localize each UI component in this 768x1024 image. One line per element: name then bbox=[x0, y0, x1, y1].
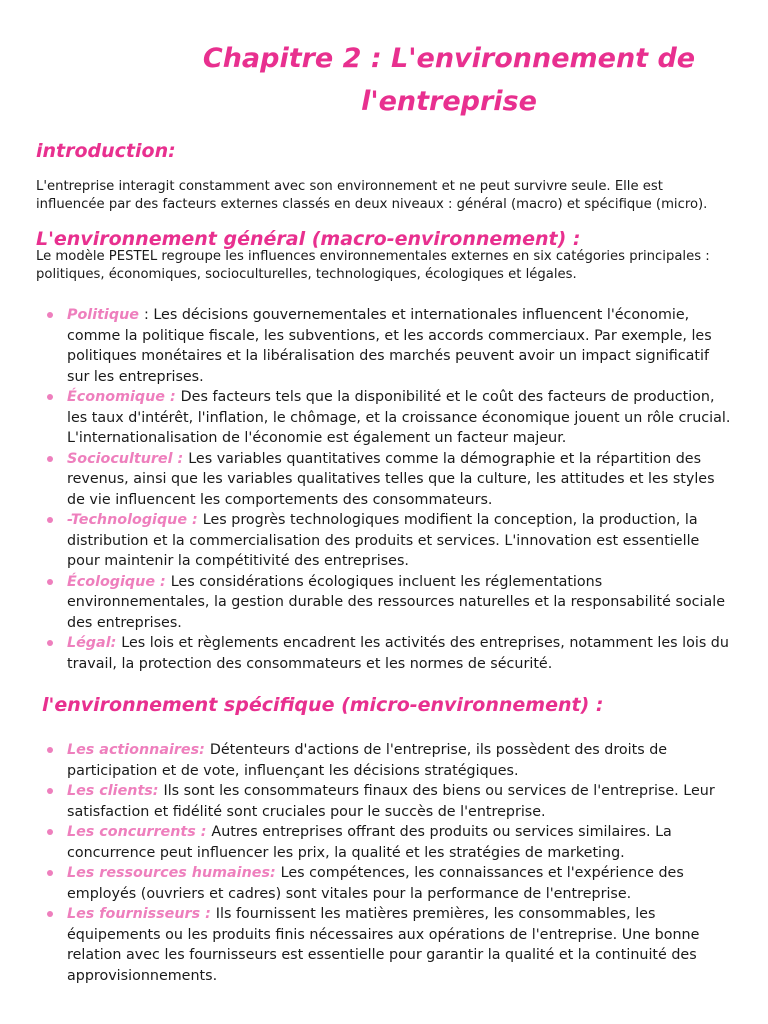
list-item bbox=[67, 863, 732, 904]
list-item bbox=[67, 781, 732, 822]
list-item bbox=[67, 822, 732, 863]
list-item bbox=[67, 633, 732, 674]
bullet-icon bbox=[47, 456, 53, 462]
item-text: Les considérations écologiques incluent les réglementations environnementales, la gestion durable des ressources naturelles et la responsabilité sociale des entreprises. bbox=[67, 573, 726, 631]
item-text: Ils fournissent les matières premières, les consommables, les équipements ou les produits finis nécessaires aux opérations de l'entreprise. Une bonne relation avec les fournisseurs est essentielle pour garantir la qualité et la continuité des approvisionnements. bbox=[67, 906, 700, 984]
bullet-icon bbox=[47, 579, 53, 585]
item-sep: : bbox=[143, 307, 154, 323]
bullet-icon bbox=[47, 517, 53, 523]
item-text: Autres entreprises offrant des produits ou services similaires. La concurrence peut influencer les prix, la qualité et les stratégies de marketing. bbox=[67, 824, 672, 861]
item-text: Détenteurs d'actions de l'entreprise, ils possèdent des droits de participation et de vote, influençant les décisions stratégiques. bbox=[67, 742, 668, 779]
micro-list bbox=[36, 740, 732, 986]
item-term: Écologique : bbox=[67, 573, 171, 590]
macro-text: Le modèle PESTEL regroupe les influences environnementales externes en six catégories principales : politiques, économiques, socioculturelles, technologiques, écologiques et légales. bbox=[36, 249, 710, 282]
list-item bbox=[67, 305, 732, 387]
item-term: Les fournisseurs : bbox=[67, 906, 216, 922]
item-text: Les lois et règlements encadrent les activités des entreprises, notamment les lois du travail, la protection des consommateurs et les normes de sécurité. bbox=[67, 635, 729, 672]
list-item bbox=[67, 904, 732, 986]
item-term: Les ressources humaines: bbox=[67, 865, 281, 881]
list-item bbox=[67, 572, 732, 634]
chapter-title: Chapitre 2 : L'environnement de l'entreprise bbox=[202, 43, 696, 117]
list-item bbox=[67, 387, 732, 449]
bullet-icon bbox=[47, 640, 53, 646]
bullet-icon bbox=[47, 312, 53, 318]
macro-heading: L'environnement général (macro-environnement) : bbox=[36, 228, 581, 250]
item-text: Ils sont les consommateurs finaux des biens ou services de l'entreprise. Leur satisfaction et fidélité sont cruciales pour le succès de l'entreprise. bbox=[67, 783, 715, 820]
item-term: Économique : bbox=[67, 389, 181, 405]
item-term: Légal: bbox=[67, 635, 122, 651]
bullet-icon bbox=[47, 788, 53, 794]
micro-heading: l'environnement spécifique (micro-environnement) : bbox=[42, 694, 604, 716]
item-term: Socioculturel : bbox=[67, 450, 189, 467]
item-text: Les progrès technologiques modifient la conception, la production, la distribution et la commercialisation des produits et services. L'innovation est essentielle pour maintenir la compétitivité des entreprises. bbox=[67, 512, 700, 569]
item-term: Les clients: bbox=[67, 783, 164, 799]
item-term: Politique bbox=[67, 307, 144, 323]
item-term: -Technologique : bbox=[67, 512, 203, 528]
introduction-heading: introduction: bbox=[36, 140, 176, 162]
list-item bbox=[67, 449, 732, 511]
item-text: Les compétences, les connaissances et l'expérience des employés (ouvriers et cadres) sont vitales pour la performance de l'entreprise. bbox=[67, 865, 684, 902]
bullet-icon bbox=[47, 870, 53, 876]
list-item bbox=[67, 510, 732, 572]
bullet-icon bbox=[47, 747, 53, 753]
item-text: Des facteurs tels que la disponibilité et le coût des facteurs de production, les taux d'intérêt, l'inflation, le chômage, et la croissance économique jouent un rôle crucial. L'internationalisation de l'économie est également un facteur majeur. bbox=[67, 389, 731, 446]
item-term: Les actionnaires: bbox=[67, 742, 210, 758]
item-text: Les décisions gouvernementales et internationales influencent l'économie, comme la politique fiscale, les subventions, et les accords commerciaux. Par exemple, les politiques monétaires et la libéralisation des marchés peuvent avoir un impact significatif sur les entreprises. bbox=[67, 307, 712, 385]
introduction-text: L'entreprise interagit constamment avec son environnement et ne peut survivre seule. Elle est influencée par des facteurs externes classés en deux niveaux : général (macro) et spécifique (micro). bbox=[36, 179, 708, 212]
bullet-icon bbox=[47, 829, 53, 835]
item-term: Les concurrents : bbox=[67, 824, 212, 840]
list-item bbox=[67, 740, 732, 781]
bullet-icon bbox=[47, 911, 53, 917]
item-text: Les variables quantitatives comme la démographie et la répartition des revenus, ainsi que les variables qualitatives telles que la culture, les attitudes et les styles de vie influencent les comportements des consommateurs. bbox=[67, 450, 715, 508]
pestel-list bbox=[36, 305, 732, 674]
bullet-icon bbox=[47, 394, 53, 400]
